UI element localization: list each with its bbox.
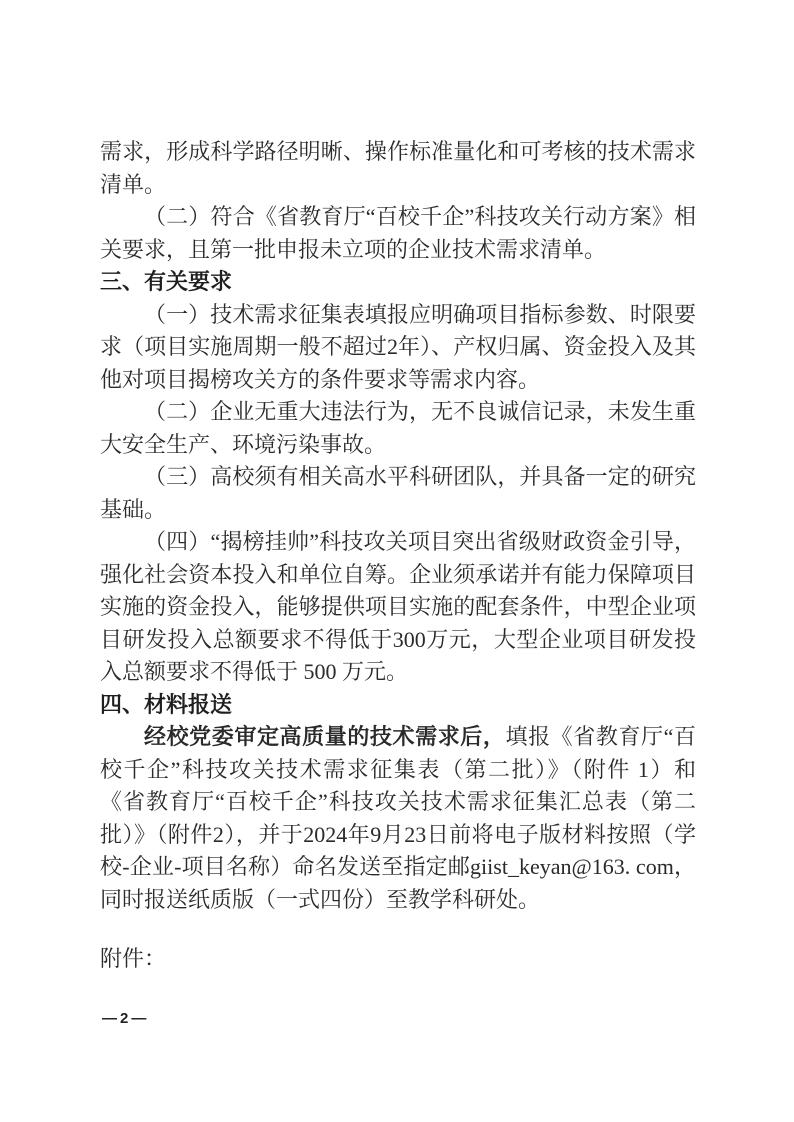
document-body [100, 136, 696, 976]
paragraph-requirement-1: （一）技术需求征集表填报应明确项目指标参数、时限要求（项目实施周期一般不超过2年）、产权归属、资金投入及其他对项目揭榜攻关方的条件要求等需求内容。 [100, 301, 696, 392]
paragraph-continued-from-previous-page: 需求，形成科学路径明晰、操作标准量化和可考核的技术需求清单。 [100, 139, 696, 197]
paragraph-requirement-4: （四）“揭榜挂帅”科技攻关项目突出省级财政资金引导，强化社会资本投入和单位自筹。企业须承诺并有能力保障项目实施的资金投入，能够提供项目实施的配套条件，中型企业项目研发投入总额要求不得低于300万元，大型企业项目研发投入总额要求不得低于 500 万元。 [100, 529, 696, 684]
paragraph-material-submission [100, 721, 696, 916]
attachments-label: 附件： [100, 946, 167, 971]
section-heading-requirements: 三、有关要求 [100, 269, 233, 294]
paragraph-requirement-2: （二）企业无重大违法行为，无不良诚信记录，未发生重大安全生产、环境污染事故。 [100, 399, 696, 457]
material-submission-body: 填报《省教育厅“百校千企”科技攻关技术需求征集表（第二批）》（附件 1）和《省教育厅“百校千企”科技攻关技术需求征集汇总表（第二批）》（附件2），并于2024年9月23日前将电子版材料按照（学校-企业-项目名称）命名发送至指定邮giist_keyan@163. com，同时报送纸质版（一式四份）至教学科研处。 [100, 724, 696, 912]
page-number: —2— [102, 1010, 150, 1027]
material-submission-bold-lead: 经校党委审定高质量的技术需求后， [144, 724, 506, 749]
paragraph-requirement-3: （三）高校须有相关高水平科研团队，并具备一定的研究基础。 [100, 464, 696, 522]
section-heading-material-submission: 四、材料报送 [100, 691, 233, 717]
paragraph-item-2-2: （二）符合《省教育厅“百校千企”科技攻关行动方案》相关要求，且第一批申报未立项的企业技术需求清单。 [100, 204, 696, 262]
